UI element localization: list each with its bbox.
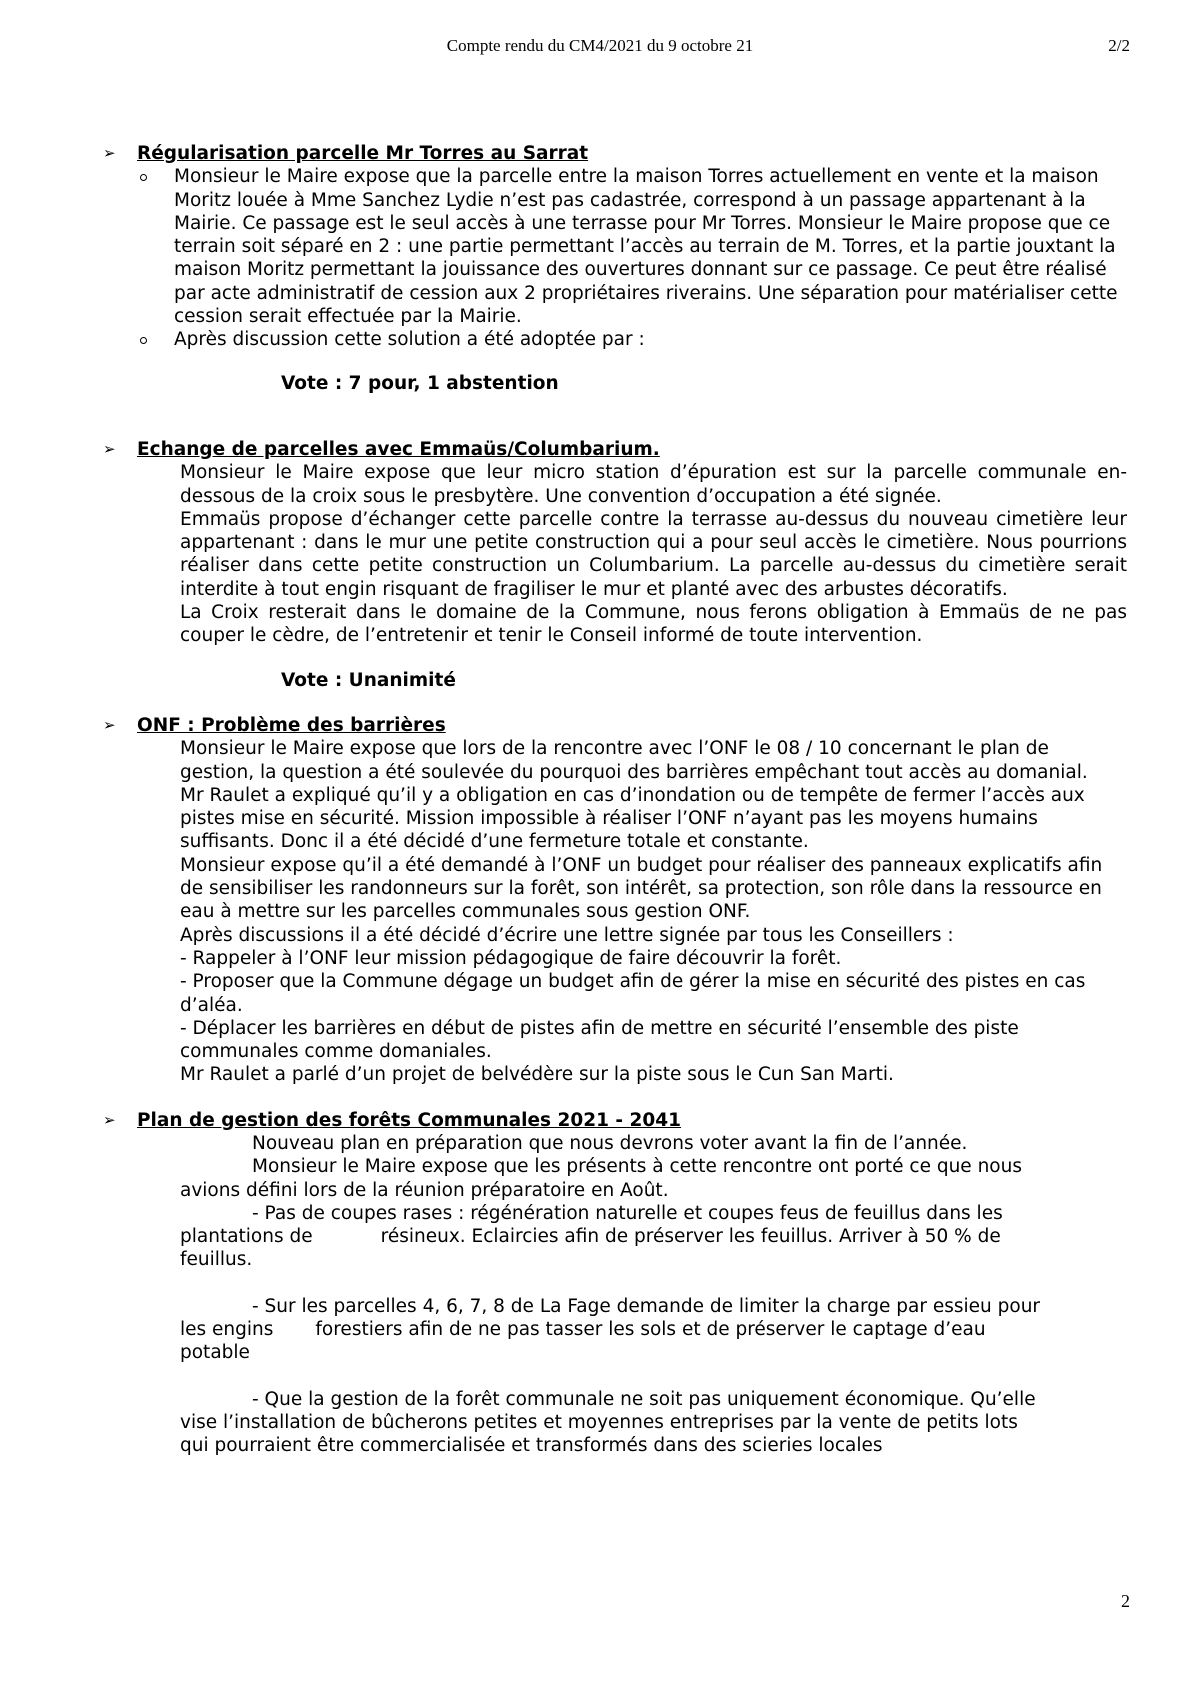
section-title xyxy=(0,714,1200,737)
text-fragment: plantations de xyxy=(180,1226,313,1248)
circle-bullet-icon xyxy=(140,337,147,344)
text-line: - Que la gestion de la forêt communale ne soit pas uniquement économique. Qu’elle xyxy=(252,1388,1036,1410)
page-number: 2 xyxy=(1121,1591,1130,1611)
list-item-text: Après discussion cette solution a été adoptée par : xyxy=(174,329,645,351)
section-echange-parcelles xyxy=(0,438,1200,692)
text-line: qui pourraient être commercialisée et transformés dans des scieries locales xyxy=(180,1435,883,1457)
section-onf-barrieres xyxy=(0,714,1200,1087)
text-line: feuillus. xyxy=(180,1249,253,1271)
vote-result: Vote : Unanimité xyxy=(281,669,456,691)
section-plan-gestion xyxy=(0,1109,1200,1458)
text-line: Monsieur le Maire expose que les présents à cette rencontre ont porté ce que nous xyxy=(252,1156,1022,1178)
text-line: Nouveau plan en préparation que nous devrons voter avant la fin de l’année. xyxy=(252,1132,968,1154)
document-body xyxy=(0,142,1200,1458)
paragraph: Monsieur expose qu’il a été demandé à l’ONF un budget pour réaliser des panneaux explicatifs afin de sensibiliser les randonneurs sur la forêt, son intérêt, sa protection, son rôle dans la ressource en eau à mettre sur les parcelles communales sous gestion ONF. xyxy=(180,854,1103,923)
section-title-text: Echange de parcelles avec Emmaüs/Columbarium. xyxy=(137,438,660,460)
arrow-bullet-icon: ➢ xyxy=(103,715,116,734)
paragraph: - Proposer que la Commune dégage un budget afin de gérer la mise en sécurité des pistes en cas d’aléa. xyxy=(180,971,1086,1016)
section-regularisation xyxy=(0,142,1200,395)
text-fragment: forestiers afin de ne pas tasser les sols et de préserver le captage d’eau xyxy=(315,1319,986,1341)
paragraph: La Croix resterait dans le domaine de la Commune, nous ferons obligation à Emmaüs de ne pas couper le cèdre, de l’entretenir et tenir le Conseil informé de toute intervention. xyxy=(180,602,1127,647)
section-body xyxy=(0,461,1200,647)
paragraph: Mr Raulet a parlé d’un projet de belvédère sur la piste sous le Cun San Marti. xyxy=(180,1064,894,1086)
section-title xyxy=(0,142,1200,165)
text-line: - Sur les parcelles 4, 6, 7, 8 de La Fage demande de limiter la charge par essieu pour xyxy=(252,1295,1041,1317)
section-body xyxy=(0,737,1200,1086)
arrow-bullet-icon: ➢ xyxy=(103,144,116,162)
list-item xyxy=(0,165,1200,328)
paragraph: Emmaüs propose d’échanger cette parcelle contre la terrasse au-dessus du nouveau cimetière leur appartenant : dans le mur une petite construction qui a pour seul accès le cimetière. Nous pourrions réaliser dans cette petite construction un Columbarium. La parcelle au-dessus du cimetière serait interdite à tout engin risquant de fragiliser le mur et planté avec des arbustes décoratifs. xyxy=(180,508,1127,600)
paragraph: Mr Raulet a expliqué qu’il y a obligation en cas d’inondation ou de tempête de fermer l’accès aux pistes mise en sécurité. Mission impossible à réaliser l’ONF n’ayant pas les moyens humains suffisants. Donc il a été décidé d’une fermeture totale et constante. xyxy=(180,784,1085,853)
paragraph: Après discussions il a été décidé d’écrire une lettre signée par tous les Conseillers : xyxy=(180,924,954,946)
page-header xyxy=(0,36,1200,60)
text-line: - Pas de coupes rases : régénération naturelle et coupes feus de feuillus dans les xyxy=(252,1202,1003,1224)
paragraph: Monsieur le Maire expose que leur micro station d’épuration est sur la parcelle communale en-dessous de la croix sous le presbytère. Une convention d’occupation a été signée. xyxy=(180,462,1127,507)
paragraph: Monsieur le Maire expose que lors de la rencontre avec l’ONF le 08 / 10 concernant le plan de gestion, la question a été soulevée du pourquoi des barrières empêchant tout accès au domanial. xyxy=(180,738,1088,783)
text-line: potable xyxy=(180,1342,250,1364)
text-line: vise l’installation de bûcherons petites et moyennes entreprises par la vente de petits lots xyxy=(180,1411,1018,1433)
vote-result: Vote : 7 pour, 1 abstention xyxy=(281,372,559,394)
paragraph: - Déplacer les barrières en début de pistes afin de mettre en sécurité l’ensemble des piste communales comme domaniales. xyxy=(180,1017,1019,1063)
arrow-bullet-icon: ➢ xyxy=(103,439,116,458)
section-title xyxy=(0,438,1200,461)
paragraph: - Rappeler à l’ONF leur mission pédagogique de faire découvrir la forêt. xyxy=(180,947,842,969)
section-title-text: ONF : Problème des barrières xyxy=(137,714,446,736)
text-line: avions défini lors de la réunion préparatoire en Août. xyxy=(180,1179,669,1201)
section-title-text: Régularisation parcelle Mr Torres au Sarrat xyxy=(137,143,589,164)
text-line xyxy=(0,1318,1200,1341)
list-item xyxy=(0,328,1200,351)
text-fragment: les engins xyxy=(180,1319,274,1341)
section-title xyxy=(0,1109,1200,1132)
header-page-count: 2/2 xyxy=(1108,36,1130,55)
header-title: Compte rendu du CM4/2021 du 9 octobre 21 xyxy=(446,36,754,55)
arrow-bullet-icon: ➢ xyxy=(103,1110,116,1129)
section-title-text: Plan de gestion des forêts Communales 2021 - 2041 xyxy=(137,1109,682,1131)
text-line xyxy=(0,1225,1200,1248)
circle-bullet-icon xyxy=(140,174,147,181)
list-item-text: Monsieur le Maire expose que la parcelle entre la maison Torres actuellement en vente et la maison Moritz louée à Mme Sanchez Lydie n’est pas cadastrée, correspond à un passage appartenant à la Mairie. Ce passage est le seul accès à une terrasse pour Mr Torres. Monsieur le Maire propose que ce terrain soit séparé en 2 : une partie permettant l’accès au terrain de M. Torres, et la partie jouxtant la maison Moritz permettant la jouissance des ouvertures donnant sur ce passage. Ce peut être réalisé par acte administratif de cession aux 2 propriétaires riverains. Une séparation pour matérialiser cette cession serait effectuée par la Mairie. xyxy=(174,166,1118,328)
text-fragment: résineux. Eclaircies afin de préserver les feuillus. Arriver à 50 % de xyxy=(380,1226,1001,1248)
